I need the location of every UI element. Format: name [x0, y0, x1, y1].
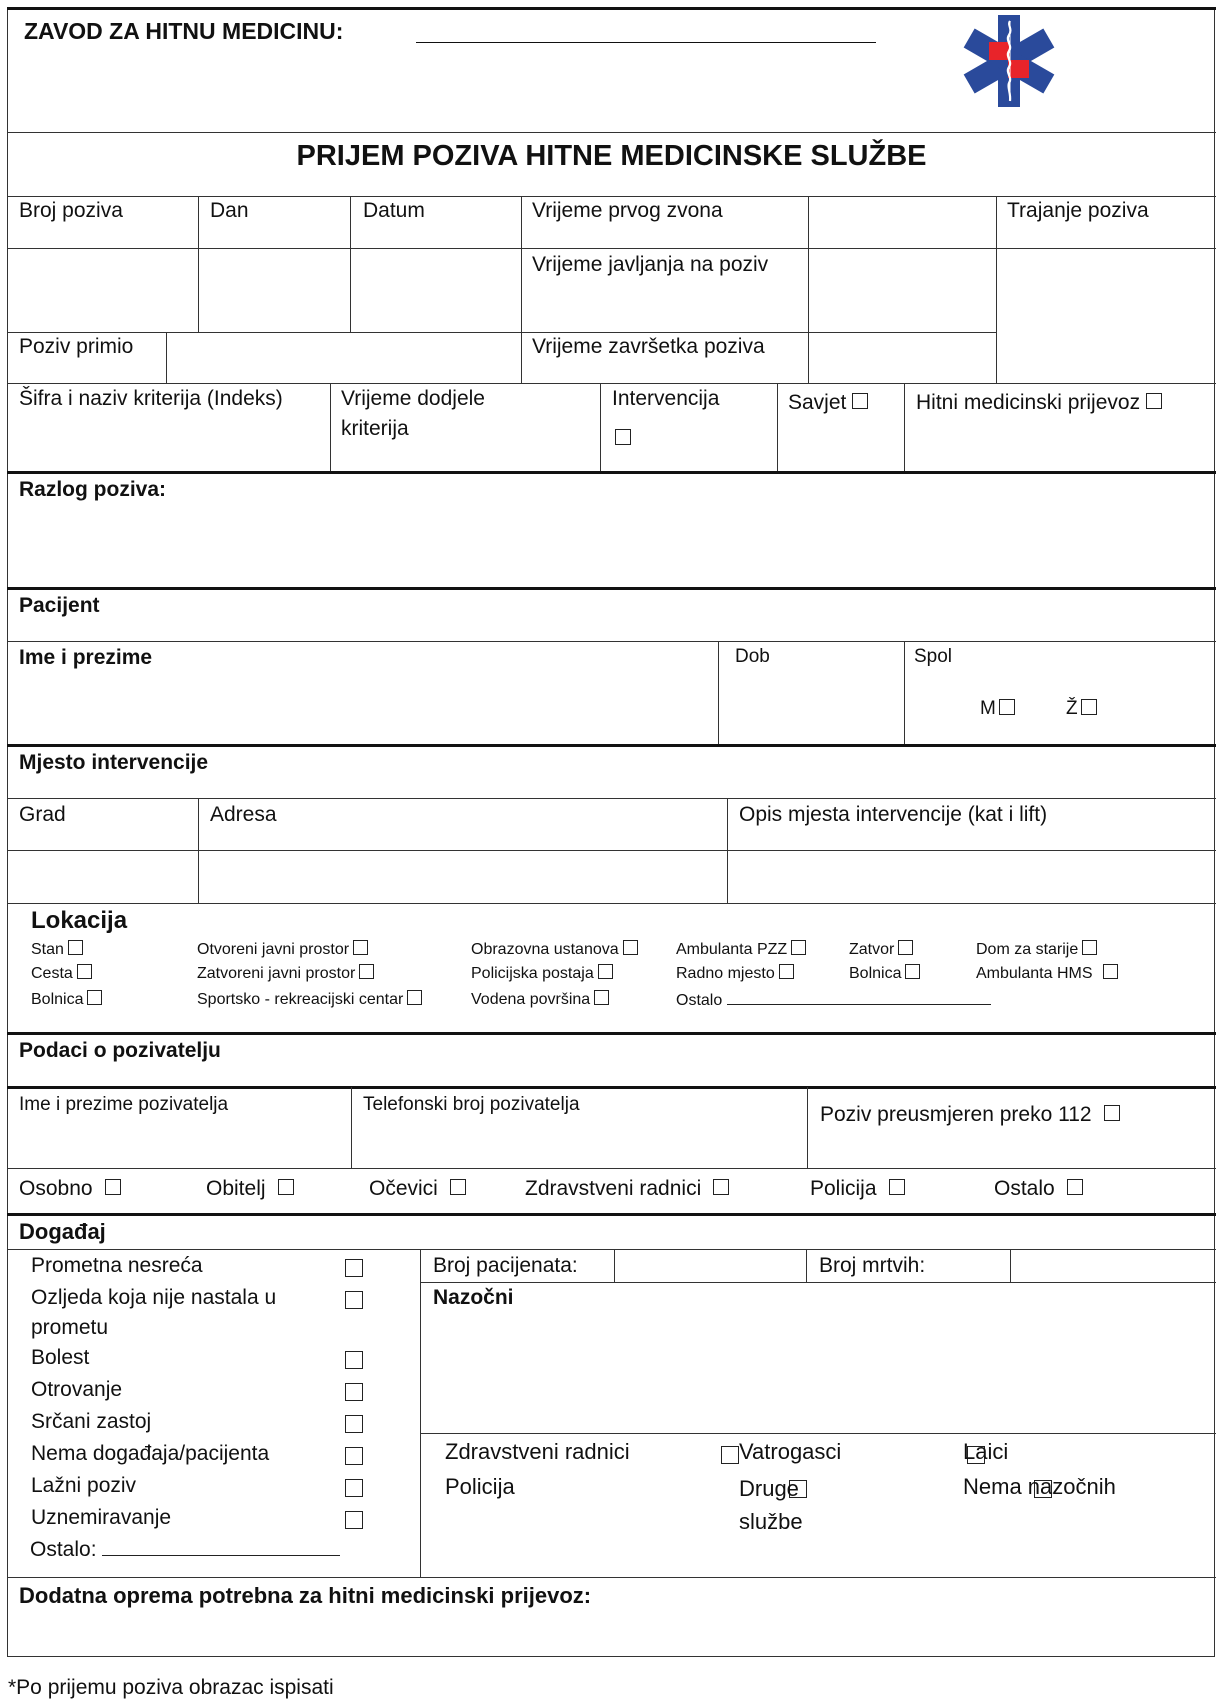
divider [7, 798, 1216, 799]
ime-prezime-field[interactable] [9, 676, 717, 743]
divider [7, 744, 1216, 747]
divider [351, 1087, 352, 1168]
checkbox[interactable] [345, 1415, 363, 1433]
savjet-option[interactable] [788, 388, 868, 418]
lokacija-option[interactable]: Stan [31, 938, 102, 962]
dogadaj-option[interactable]: Ozljeda koja nije nastala u prometu [31, 1283, 321, 1343]
divider [727, 798, 728, 903]
divider [7, 1213, 1216, 1216]
checkbox[interactable] [1082, 940, 1097, 955]
checkbox[interactable] [623, 940, 638, 955]
divider [7, 1577, 1216, 1578]
vrijeme-javljanja-label: Vrijeme javljanja na poziv [532, 253, 769, 276]
dan-label: Dan [210, 199, 249, 222]
spol-z-checkbox[interactable] [1081, 699, 1097, 715]
divider [7, 641, 1216, 642]
nazocni-option[interactable]: Policija [445, 1474, 515, 1499]
vrijeme-prvog-zvona-field[interactable] [810, 198, 995, 247]
mjesto-section-title: Mjesto intervencije [19, 751, 209, 774]
divider [1010, 1249, 1011, 1282]
pozivatelj-tip-option[interactable]: Ostalo [994, 1174, 1083, 1204]
divider [614, 1249, 615, 1282]
divider [807, 1087, 808, 1168]
divider [330, 383, 331, 472]
checkbox[interactable] [345, 1447, 363, 1465]
pozivatelj-section-title: Podaci o pozivatelju [19, 1039, 221, 1062]
checkbox[interactable] [1067, 1179, 1083, 1195]
sifra-kriterija-label: Šifra i naziv kriterija (Indeks) [19, 387, 283, 410]
spol-z-option[interactable] [1066, 694, 1097, 724]
intervencija-label: Intervencija [612, 387, 720, 410]
lokacija-col-6 [976, 938, 1118, 988]
lokacija-option[interactable]: Ambulanta HMS [976, 962, 1118, 988]
lokacija-option[interactable]: Ambulanta PZZ [676, 938, 991, 962]
divider [7, 332, 996, 333]
preusmjeren-112-option[interactable] [820, 1100, 1120, 1130]
lokacija-col-4 [676, 938, 991, 1012]
broj-mrtvih-label: Broj mrtvih: [819, 1254, 926, 1277]
institution-label: ZAVOD ZA HITNU MEDICINU: [24, 18, 344, 44]
lokacija-option[interactable]: Obrazovna ustanova [471, 938, 638, 962]
lokacija-option[interactable]: Bolnica [31, 988, 102, 1012]
adresa-label: Adresa [210, 803, 277, 826]
divider [420, 1282, 1216, 1283]
sifra-kriterija-field[interactable] [9, 416, 329, 470]
trajanje-poziva-field[interactable] [998, 250, 1214, 382]
divider [808, 196, 809, 383]
divider [904, 383, 905, 472]
savjet-checkbox[interactable] [852, 393, 868, 409]
lokacija-col-3 [471, 938, 638, 1012]
nazocni-option[interactable]: Nema nazočnih [963, 1474, 1116, 1499]
dob-field[interactable] [720, 676, 903, 743]
lokacija-option[interactable]: Dom za starije [976, 938, 1118, 962]
checkbox[interactable] [598, 964, 613, 979]
form-title: PRIJEM POZIVA HITNE MEDICINSKE SLUŽBE [296, 140, 927, 172]
prijevoz-label: Hitni medicinski prijevoz [916, 391, 1141, 414]
divider [420, 1249, 421, 1577]
dodatna-oprema-field[interactable] [9, 1614, 1214, 1655]
divider [198, 196, 199, 332]
pozivatelj-tip-option[interactable]: Policija [810, 1174, 905, 1204]
broj-mrtvih-field[interactable] [1012, 1251, 1214, 1281]
divider [198, 798, 199, 903]
checkbox[interactable] [359, 964, 374, 979]
ostalo-label: Ostalo [676, 992, 723, 1009]
razlog-poziva-field[interactable] [9, 508, 1214, 586]
divider [777, 383, 778, 472]
dob-label: Dob [735, 646, 770, 667]
dogadaj-list [31, 1251, 371, 1567]
checkbox[interactable] [345, 1511, 363, 1529]
vrijeme-zavrsetka-label: Vrijeme završetka poziva [532, 335, 765, 358]
divider [521, 196, 522, 383]
vrijeme-dodjele-label: Vrijeme dodjele kriterija [341, 387, 485, 440]
dodatna-oprema-label: Dodatna oprema potrebna za hitni medicinski prijevoz: [19, 1583, 592, 1608]
lokacija-col-1 [31, 938, 102, 1012]
divider [718, 641, 719, 745]
checkbox[interactable] [407, 990, 422, 1005]
dogadaj-option[interactable]: Prometna nesreća [31, 1251, 371, 1283]
poziv-primio-field[interactable] [168, 334, 520, 382]
divider [7, 471, 1216, 474]
dogadaj-section-title: Događaj [19, 1219, 106, 1244]
checkbox[interactable] [77, 964, 92, 979]
dogadaj-ostalo-field[interactable] [102, 1535, 340, 1556]
divider [904, 641, 905, 745]
checkbox[interactable] [353, 940, 368, 955]
lokacija-option[interactable]: Sportsko - rekreacijski centar [197, 988, 422, 1012]
lokacija-title: Lokacija [31, 907, 128, 934]
grad-field[interactable] [9, 852, 197, 902]
checkbox[interactable] [345, 1383, 363, 1401]
nazocni-option[interactable]: Laici [963, 1439, 1009, 1464]
vrijeme-dodjele-field[interactable] [332, 440, 599, 470]
prijevoz-option[interactable] [916, 388, 1162, 418]
pozivatelj-tip-option[interactable]: Očevici [369, 1174, 466, 1204]
ostalo-field[interactable] [727, 988, 991, 1005]
razlog-poziva-label: Razlog poziva: [19, 478, 167, 501]
lokacija-option[interactable]: Radno mjesto [676, 962, 991, 988]
lokacija-option[interactable]: Cesta [31, 962, 102, 988]
pozivatelj-ime-field[interactable] [9, 1120, 350, 1166]
pozivatelj-tip-option[interactable]: Obitelj [206, 1174, 294, 1204]
frame-top-border [7, 7, 1216, 10]
adresa-field[interactable] [200, 852, 726, 902]
lokacija-option[interactable]: Policijska postaja [471, 962, 638, 988]
broj-poziva-field[interactable] [9, 250, 197, 331]
divider [350, 196, 351, 332]
lokacija-ostalo [676, 988, 991, 1012]
dan-field[interactable] [200, 250, 349, 331]
grad-label: Grad [19, 803, 66, 826]
spol-m-label: M [980, 698, 996, 719]
dogadaj-option[interactable]: Bolest [31, 1343, 371, 1375]
opis-mjesta-label: Opis mjesta intervencije (kat i lift) [739, 803, 1048, 826]
prijevoz-checkbox[interactable] [1146, 393, 1162, 409]
lokacija-option[interactable]: Otvoreni javni prostor [197, 938, 422, 962]
dogadaj-ostalo [30, 1535, 370, 1567]
pozivatelj-tip-option[interactable]: Zdravstveni radnici [525, 1174, 729, 1204]
lokacija-option[interactable]: Bolnica [849, 962, 920, 988]
lokacija-option[interactable]: Zatvoreni javni prostor [197, 962, 422, 988]
dogadaj-option[interactable]: Uznemiravanje [31, 1503, 371, 1535]
nazocni-option[interactable]: Zdravstveni radnici [445, 1439, 630, 1464]
divider [806, 1249, 807, 1282]
checkbox[interactable] [889, 1179, 905, 1195]
checkbox[interactable] [791, 940, 806, 955]
checkbox[interactable] [278, 1179, 294, 1195]
dogadaj-option[interactable]: Lažni poziv [31, 1471, 371, 1503]
divider [7, 1249, 1216, 1250]
checkbox[interactable] [905, 964, 920, 979]
pozivatelj-tip-option[interactable]: Osobno [19, 1174, 121, 1204]
checkbox[interactable] [105, 1179, 121, 1195]
spol-m-option[interactable] [980, 694, 1015, 724]
nazocni-field[interactable] [422, 1316, 1214, 1432]
lokacija-col-5 [849, 938, 920, 988]
lokacija-option[interactable]: Vodena površina [471, 988, 638, 1012]
checkbox[interactable] [779, 964, 794, 979]
spol-label: Spol [914, 646, 953, 667]
pozivatelj-telefon-label: Telefonski broj pozivatelja [363, 1094, 580, 1115]
ime-prezime-label: Ime i prezime [19, 646, 153, 669]
preusmjeren-112-label: Poziv preusmjeren preko 112 [820, 1103, 1092, 1126]
savjet-label: Savjet [788, 391, 847, 414]
poziv-primio-label: Poziv primio [19, 335, 134, 358]
spol-m-checkbox[interactable] [999, 699, 1015, 715]
footnote: *Po prijemu poziva obrazac ispisati [8, 1676, 334, 1699]
datum-field[interactable] [352, 250, 520, 331]
divider [7, 587, 1216, 590]
nazocni-option[interactable]: Vatrogasci [739, 1439, 842, 1464]
nazocni-label: Nazočni [433, 1286, 514, 1309]
datum-label: Datum [363, 199, 425, 222]
checkbox[interactable] [450, 1179, 466, 1195]
divider [7, 1086, 1216, 1089]
checkbox[interactable] [345, 1259, 363, 1277]
intervencija-checkbox[interactable] [615, 429, 631, 445]
checkbox[interactable] [87, 990, 102, 1005]
divider [7, 850, 1216, 851]
dogadaj-ostalo-label: Ostalo: [30, 1538, 97, 1561]
star-of-life-icon [963, 15, 1055, 107]
broj-poziva-label: Broj poziva [19, 199, 123, 222]
divider [600, 383, 601, 472]
vrijeme-prvog-zvona-label: Vrijeme prvog zvona [532, 199, 723, 222]
dogadaj-option[interactable]: Nema događaja/pacijenta [31, 1439, 371, 1471]
checkbox[interactable] [898, 940, 913, 955]
checkbox[interactable] [1103, 964, 1118, 979]
opis-mjesta-field[interactable] [729, 852, 1214, 902]
checkbox[interactable] [594, 990, 609, 1005]
dogadaj-option[interactable]: Otrovanje [31, 1375, 371, 1407]
vrijeme-zavrsetka-field[interactable] [810, 334, 995, 382]
checkbox[interactable] [68, 940, 83, 955]
checkbox[interactable] [713, 1179, 729, 1195]
broj-pacijenata-label: Broj pacijenata: [433, 1254, 578, 1277]
lokacija-option[interactable]: Zatvor [849, 938, 920, 962]
divider [7, 132, 1216, 133]
checkbox[interactable] [345, 1351, 363, 1369]
nazocni-checkbox[interactable] [721, 1446, 739, 1464]
pozivatelj-telefon-field[interactable] [353, 1120, 806, 1166]
divider [7, 1032, 1216, 1035]
spol-z-label: Ž [1066, 698, 1078, 719]
divider [166, 332, 167, 383]
nazocni-option[interactable]: Druge službe [739, 1476, 803, 1534]
divider [7, 1168, 1216, 1169]
divider [420, 1433, 1216, 1434]
broj-pacijenata-field[interactable] [616, 1251, 805, 1281]
lokacija-col-2 [197, 938, 422, 1012]
divider [996, 196, 997, 383]
trajanje-poziva-label: Trajanje poziva [1007, 199, 1149, 222]
institution-name-field[interactable] [416, 42, 876, 43]
vrijeme-javljanja-field[interactable] [810, 250, 995, 331]
preusmjeren-112-checkbox[interactable] [1104, 1105, 1120, 1121]
pozivatelj-ime-label: Ime i prezime pozivatelja [19, 1094, 229, 1115]
checkbox[interactable] [345, 1479, 363, 1497]
dogadaj-option[interactable]: Srčani zastoj [31, 1407, 371, 1439]
divider [7, 903, 1216, 904]
pacijent-section-title: Pacijent [19, 594, 100, 617]
checkbox[interactable] [345, 1291, 363, 1309]
